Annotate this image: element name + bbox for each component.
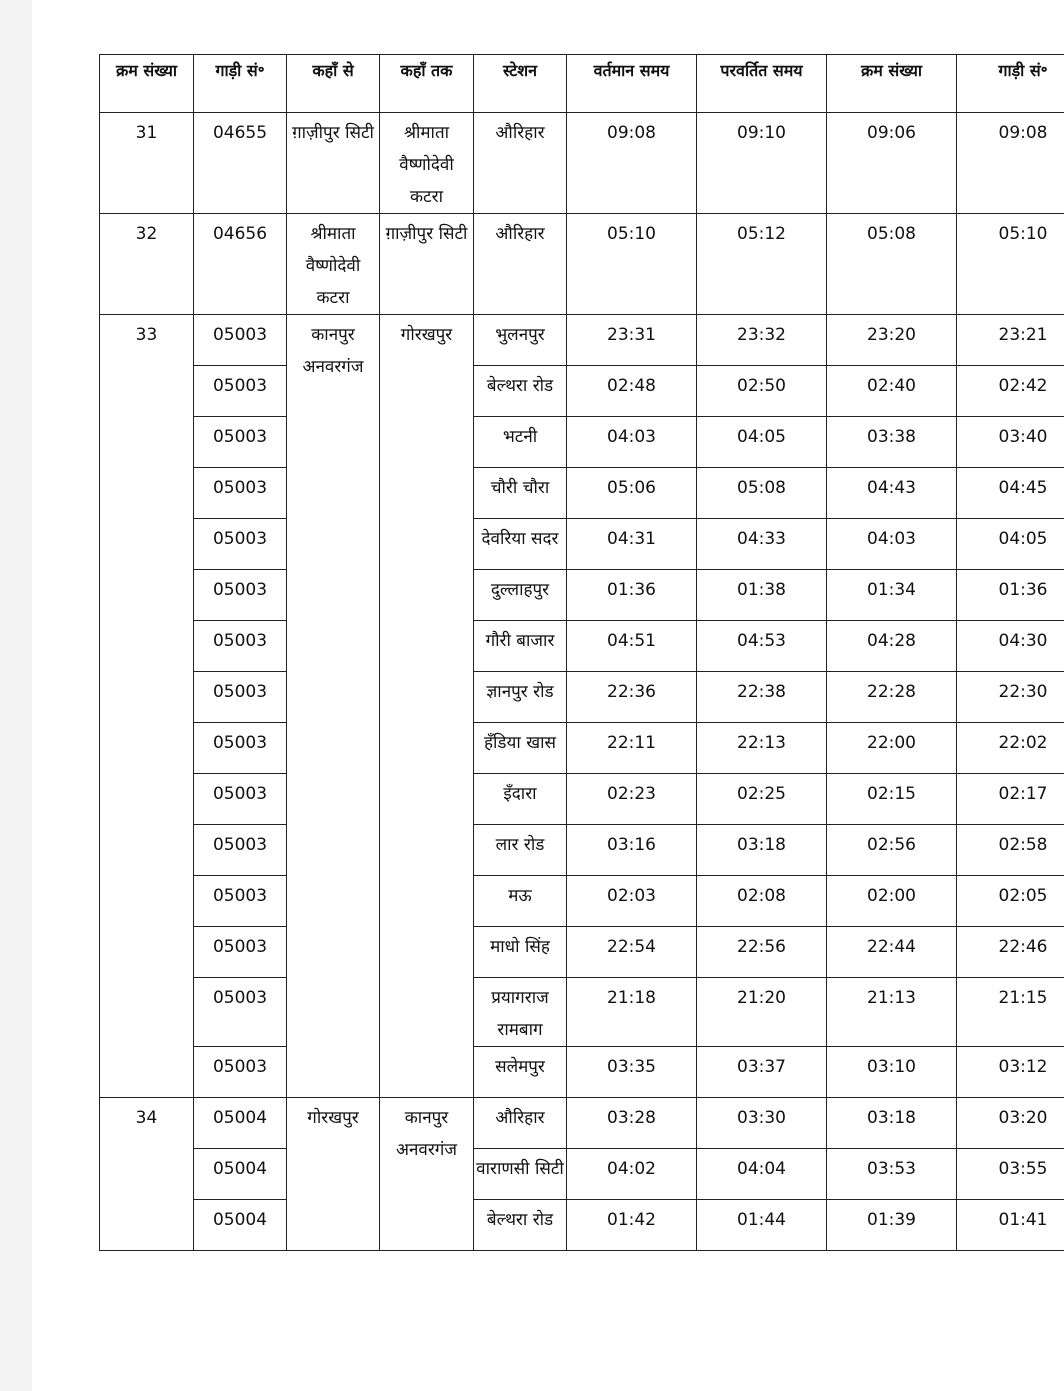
- col9-cell: 02:42: [957, 366, 1064, 417]
- from-cell: गोरखपुर: [287, 1098, 380, 1251]
- col9-cell: 21:15: [957, 978, 1064, 1047]
- col9-cell: 22:46: [957, 927, 1064, 978]
- header-to: कहाँ तक: [380, 55, 474, 113]
- col8-cell: 02:56: [827, 825, 957, 876]
- header-current-time: वर्तमान समय: [567, 55, 697, 113]
- station-cell: औरिहार: [474, 214, 567, 315]
- to-cell: ग़ाज़ीपुर सिटी: [380, 214, 474, 315]
- train-no-cell: 04655: [194, 113, 287, 214]
- station-cell: औरिहार: [474, 1098, 567, 1149]
- current-time-cell: 03:16: [567, 825, 697, 876]
- revised-time-cell: 02:25: [697, 774, 827, 825]
- table-row: [100, 315, 1064, 366]
- table-row: [100, 825, 1064, 876]
- current-time-cell: 22:11: [567, 723, 697, 774]
- train-no-cell: 05004: [194, 1098, 287, 1149]
- train-no-cell: 05003: [194, 723, 287, 774]
- train-no-cell: 05003: [194, 774, 287, 825]
- col9-cell: 04:30: [957, 621, 1064, 672]
- col8-cell: 22:00: [827, 723, 957, 774]
- header-from: कहाँ से: [287, 55, 380, 113]
- station-cell: लार रोड: [474, 825, 567, 876]
- table-row: [100, 113, 1064, 214]
- col8-cell: 01:39: [827, 1200, 957, 1251]
- serial-cell: 34: [100, 1098, 194, 1251]
- station-cell: बेल्थरा रोड: [474, 1200, 567, 1251]
- table-row: [100, 723, 1064, 774]
- col9-cell: 22:30: [957, 672, 1064, 723]
- revised-time-cell: 02:08: [697, 876, 827, 927]
- col8-cell: 23:20: [827, 315, 957, 366]
- from-cell: कानपुर अनवरगंज: [287, 315, 380, 1098]
- col8-cell: 05:08: [827, 214, 957, 315]
- table-row: [100, 1098, 1064, 1149]
- revised-time-cell: 04:04: [697, 1149, 827, 1200]
- current-time-cell: 01:42: [567, 1200, 697, 1251]
- current-time-cell: 04:03: [567, 417, 697, 468]
- col8-cell: 03:10: [827, 1047, 957, 1098]
- header-train-no: गाड़ी सं॰: [194, 55, 287, 113]
- station-cell: माधो सिंह: [474, 927, 567, 978]
- station-cell: औरिहार: [474, 113, 567, 214]
- col9-cell: 03:12: [957, 1047, 1064, 1098]
- from-cell: श्रीमाता वैष्णोदेवी कटरा: [287, 214, 380, 315]
- train-no-cell: 05003: [194, 927, 287, 978]
- col8-cell: 03:38: [827, 417, 957, 468]
- revised-time-cell: 01:38: [697, 570, 827, 621]
- col8-cell: 22:28: [827, 672, 957, 723]
- current-time-cell: 02:23: [567, 774, 697, 825]
- train-no-cell: 04656: [194, 214, 287, 315]
- header-train-no-2: गाड़ी सं॰: [957, 55, 1064, 113]
- revised-time-cell: 05:08: [697, 468, 827, 519]
- revised-time-cell: 04:05: [697, 417, 827, 468]
- current-time-cell: 23:31: [567, 315, 697, 366]
- current-time-cell: 02:03: [567, 876, 697, 927]
- station-cell: भटनी: [474, 417, 567, 468]
- col8-cell: 02:15: [827, 774, 957, 825]
- revised-time-cell: 02:50: [697, 366, 827, 417]
- revised-time-cell: 03:18: [697, 825, 827, 876]
- revised-time-cell: 01:44: [697, 1200, 827, 1251]
- serial-cell: 32: [100, 214, 194, 315]
- current-time-cell: 01:36: [567, 570, 697, 621]
- revised-time-cell: 04:33: [697, 519, 827, 570]
- current-time-cell: 22:36: [567, 672, 697, 723]
- train-no-cell: 05003: [194, 1047, 287, 1098]
- table-row: [100, 1047, 1064, 1098]
- train-no-cell: 05003: [194, 315, 287, 366]
- table-row: [100, 1200, 1064, 1251]
- station-cell: प्रयागराज रामबाग: [474, 978, 567, 1047]
- station-cell: वाराणसी सिटी: [474, 1149, 567, 1200]
- current-time-cell: 02:48: [567, 366, 697, 417]
- col8-cell: 04:03: [827, 519, 957, 570]
- header-row: [100, 55, 1064, 113]
- header-revised-time: परवर्तित समय: [697, 55, 827, 113]
- col9-cell: 03:40: [957, 417, 1064, 468]
- train-no-cell: 05003: [194, 366, 287, 417]
- header-serial: क्रम संख्या: [100, 55, 194, 113]
- train-timetable: [99, 54, 1064, 1251]
- revised-time-cell: 03:30: [697, 1098, 827, 1149]
- train-no-cell: 05003: [194, 876, 287, 927]
- header-station: स्टेशन: [474, 55, 567, 113]
- train-no-cell: 05004: [194, 1149, 287, 1200]
- station-cell: इँदारा: [474, 774, 567, 825]
- col8-cell: 22:44: [827, 927, 957, 978]
- station-cell: भुलनपुर: [474, 315, 567, 366]
- table-row: [100, 214, 1064, 315]
- train-no-cell: 05003: [194, 825, 287, 876]
- train-no-cell: 05004: [194, 1200, 287, 1251]
- col8-cell: 02:40: [827, 366, 957, 417]
- revised-time-cell: 22:56: [697, 927, 827, 978]
- col9-cell: 02:17: [957, 774, 1064, 825]
- serial-cell: 31: [100, 113, 194, 214]
- station-cell: चौरी चौरा: [474, 468, 567, 519]
- col9-cell: 22:02: [957, 723, 1064, 774]
- current-time-cell: 09:08: [567, 113, 697, 214]
- col9-cell: 02:58: [957, 825, 1064, 876]
- col9-cell: 04:45: [957, 468, 1064, 519]
- station-cell: मऊ: [474, 876, 567, 927]
- station-cell: सलेमपुर: [474, 1047, 567, 1098]
- current-time-cell: 05:10: [567, 214, 697, 315]
- current-time-cell: 03:28: [567, 1098, 697, 1149]
- table-row: [100, 774, 1064, 825]
- train-no-cell: 05003: [194, 621, 287, 672]
- col9-cell: 03:55: [957, 1149, 1064, 1200]
- station-cell: बेल्थरा रोड: [474, 366, 567, 417]
- table-row: [100, 417, 1064, 468]
- revised-time-cell: 21:20: [697, 978, 827, 1047]
- to-cell: कानपुर अनवरगंज: [380, 1098, 474, 1251]
- header-serial-2: क्रम संख्या: [827, 55, 957, 113]
- col8-cell: 01:34: [827, 570, 957, 621]
- table-row: [100, 876, 1064, 927]
- col9-cell: 02:05: [957, 876, 1064, 927]
- table-row: [100, 468, 1064, 519]
- table-row: [100, 519, 1064, 570]
- col8-cell: 03:18: [827, 1098, 957, 1149]
- train-no-cell: 05003: [194, 468, 287, 519]
- table-row: [100, 978, 1064, 1047]
- col9-cell: 03:20: [957, 1098, 1064, 1149]
- current-time-cell: 21:18: [567, 978, 697, 1047]
- revised-time-cell: 09:10: [697, 113, 827, 214]
- col9-cell: 01:41: [957, 1200, 1064, 1251]
- col9-cell: 05:10: [957, 214, 1064, 315]
- to-cell: श्रीमाता वैष्णोदेवी कटरा: [380, 113, 474, 214]
- to-cell: गोरखपुर: [380, 315, 474, 1098]
- col8-cell: 03:53: [827, 1149, 957, 1200]
- train-no-cell: 05003: [194, 519, 287, 570]
- revised-time-cell: 23:32: [697, 315, 827, 366]
- table-row: [100, 621, 1064, 672]
- train-no-cell: 05003: [194, 417, 287, 468]
- station-cell: गौरी बाजार: [474, 621, 567, 672]
- current-time-cell: 22:54: [567, 927, 697, 978]
- table-row: [100, 927, 1064, 978]
- station-cell: देवरिया सदर: [474, 519, 567, 570]
- col9-cell: 23:21: [957, 315, 1064, 366]
- current-time-cell: 05:06: [567, 468, 697, 519]
- train-no-cell: 05003: [194, 570, 287, 621]
- current-time-cell: 04:02: [567, 1149, 697, 1200]
- station-cell: हँडिया खास: [474, 723, 567, 774]
- current-time-cell: 04:31: [567, 519, 697, 570]
- col9-cell: 09:08: [957, 113, 1064, 214]
- col8-cell: 02:00: [827, 876, 957, 927]
- revised-time-cell: 22:38: [697, 672, 827, 723]
- table-row: [100, 672, 1064, 723]
- train-no-cell: 05003: [194, 672, 287, 723]
- revised-time-cell: 04:53: [697, 621, 827, 672]
- station-cell: ज्ञानपुर रोड: [474, 672, 567, 723]
- table-row: [100, 366, 1064, 417]
- col9-cell: 01:36: [957, 570, 1064, 621]
- train-no-cell: 05003: [194, 978, 287, 1047]
- revised-time-cell: 05:12: [697, 214, 827, 315]
- col9-cell: 04:05: [957, 519, 1064, 570]
- col8-cell: 04:28: [827, 621, 957, 672]
- col8-cell: 04:43: [827, 468, 957, 519]
- col8-cell: 09:06: [827, 113, 957, 214]
- col8-cell: 21:13: [827, 978, 957, 1047]
- serial-cell: 33: [100, 315, 194, 1098]
- from-cell: ग़ाज़ीपुर सिटी: [287, 113, 380, 214]
- table-row: [100, 1149, 1064, 1200]
- current-time-cell: 04:51: [567, 621, 697, 672]
- station-cell: दुल्लाहपुर: [474, 570, 567, 621]
- current-time-cell: 03:35: [567, 1047, 697, 1098]
- table-row: [100, 570, 1064, 621]
- revised-time-cell: 22:13: [697, 723, 827, 774]
- revised-time-cell: 03:37: [697, 1047, 827, 1098]
